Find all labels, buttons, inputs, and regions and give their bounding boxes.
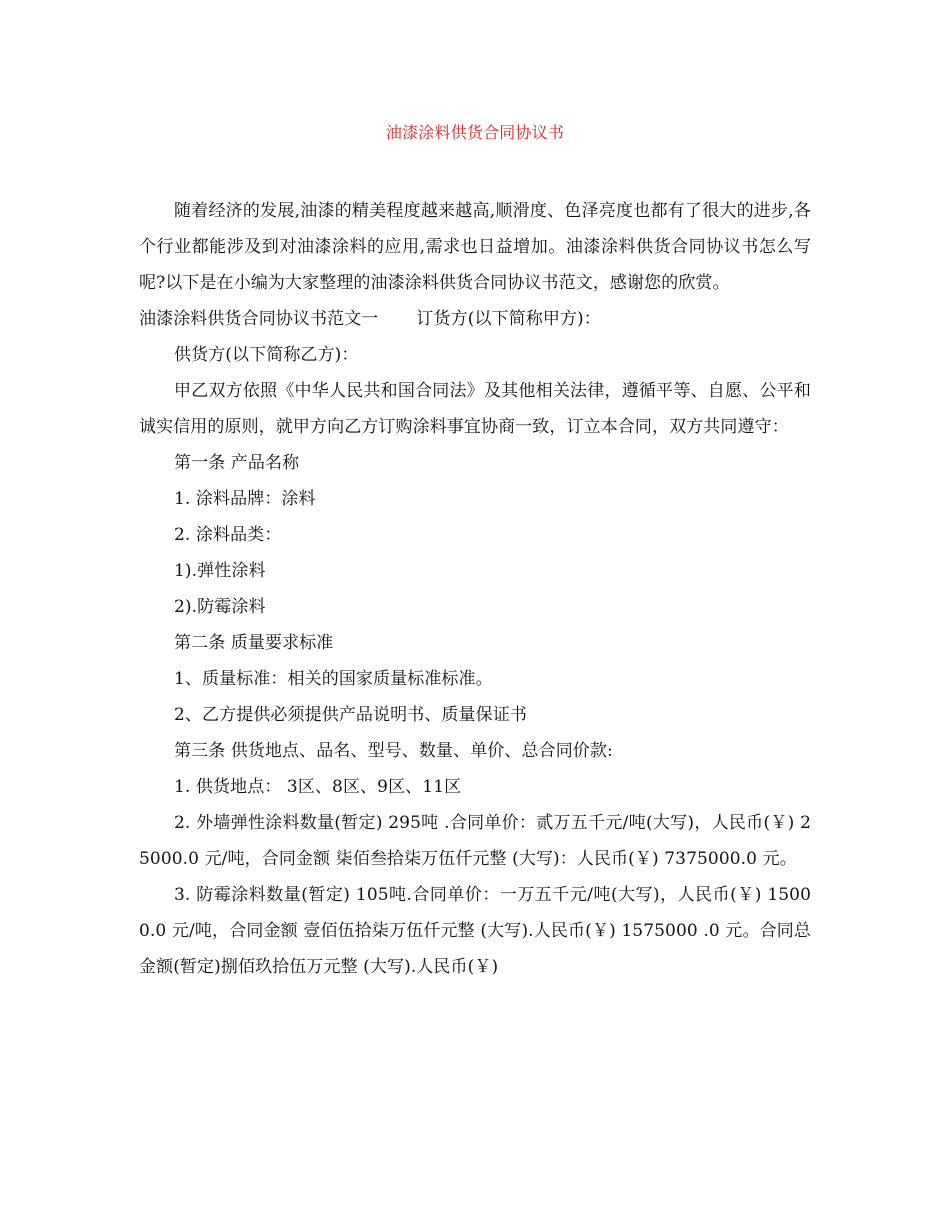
document-body [139,193,811,985]
preamble-paragraph: 甲乙双方依照《中华人民共和国合同法》及其他相关法律，遵循平等、自愿、公平和诚实信用的原则，就甲方向乙方订购涂料事宜协商一致，订立本合同，双方共同遵守： [139,381,811,437]
article-1-item-1: 1. 涂料品牌：涂料 [174,489,316,509]
document-title: 油漆涂料供货合同协议书 [385,123,565,142]
buyer-line: 订货方(以下简称甲方)： [416,309,601,329]
supplier-line: 供货方(以下简称乙方)： [174,345,359,365]
article-3-item-1: 1. 供货地点： 3区、8区、9区、11区 [174,777,462,797]
article-1-heading: 第一条 产品名称 [174,453,300,473]
article-3-item-2: 2. 外墙弹性涂料数量(暂定) 295吨 .合同单价：贰万五千元/吨(大写)，人民币(￥) 25000.0 元/吨，合同金额 柒佰叁拾柒万伍仟元整 (大写)：人民币(￥) 7375000.0 元。 [139,813,811,869]
article-2-heading: 第二条 质量要求标准 [174,633,334,653]
sample-heading: 油漆涂料供货合同协议书范文一 [139,309,379,329]
article-3-heading: 第三条 供货地点、品名、型号、数量、单价、总合同价款: [174,741,613,761]
article-2-item-2: 2、乙方提供必须提供产品说明书、质量保证书 [174,705,527,725]
intro-paragraph: 随着经济的发展,油漆的精美程度越来越高,顺滑度、色泽亮度也都有了很大的进步,各个行业都能涉及到对油漆涂料的应用,需求也日益增加。油漆涂料供货合同协议书怎么写呢?以下是在小编为大家整理的油漆涂料供货合同协议书范文，感谢您的欣赏。 [139,201,812,293]
article-2-item-1: 1、质量标准：相关的国家质量标准标准。 [174,669,493,689]
article-1-subitem-1: 1).弹性涂料 [174,561,266,581]
article-1-subitem-2: 2).防霉涂料 [174,597,266,617]
article-3-item-3: 3. 防霉涂料数量(暂定) 105吨.合同单价：一万五千元/吨(大写)，人民币(￥) 15000.0 元/吨，合同金额 壹佰伍拾柒万伍仟元整 (大写).人民币(￥) 1575000 .0 元。合同总金额(暂定)捌佰玖拾伍万元整 (大写).人民币(￥) [139,885,811,977]
article-1-item-2: 2. 涂料品类： [174,525,282,545]
sample-heading-line [139,301,811,337]
